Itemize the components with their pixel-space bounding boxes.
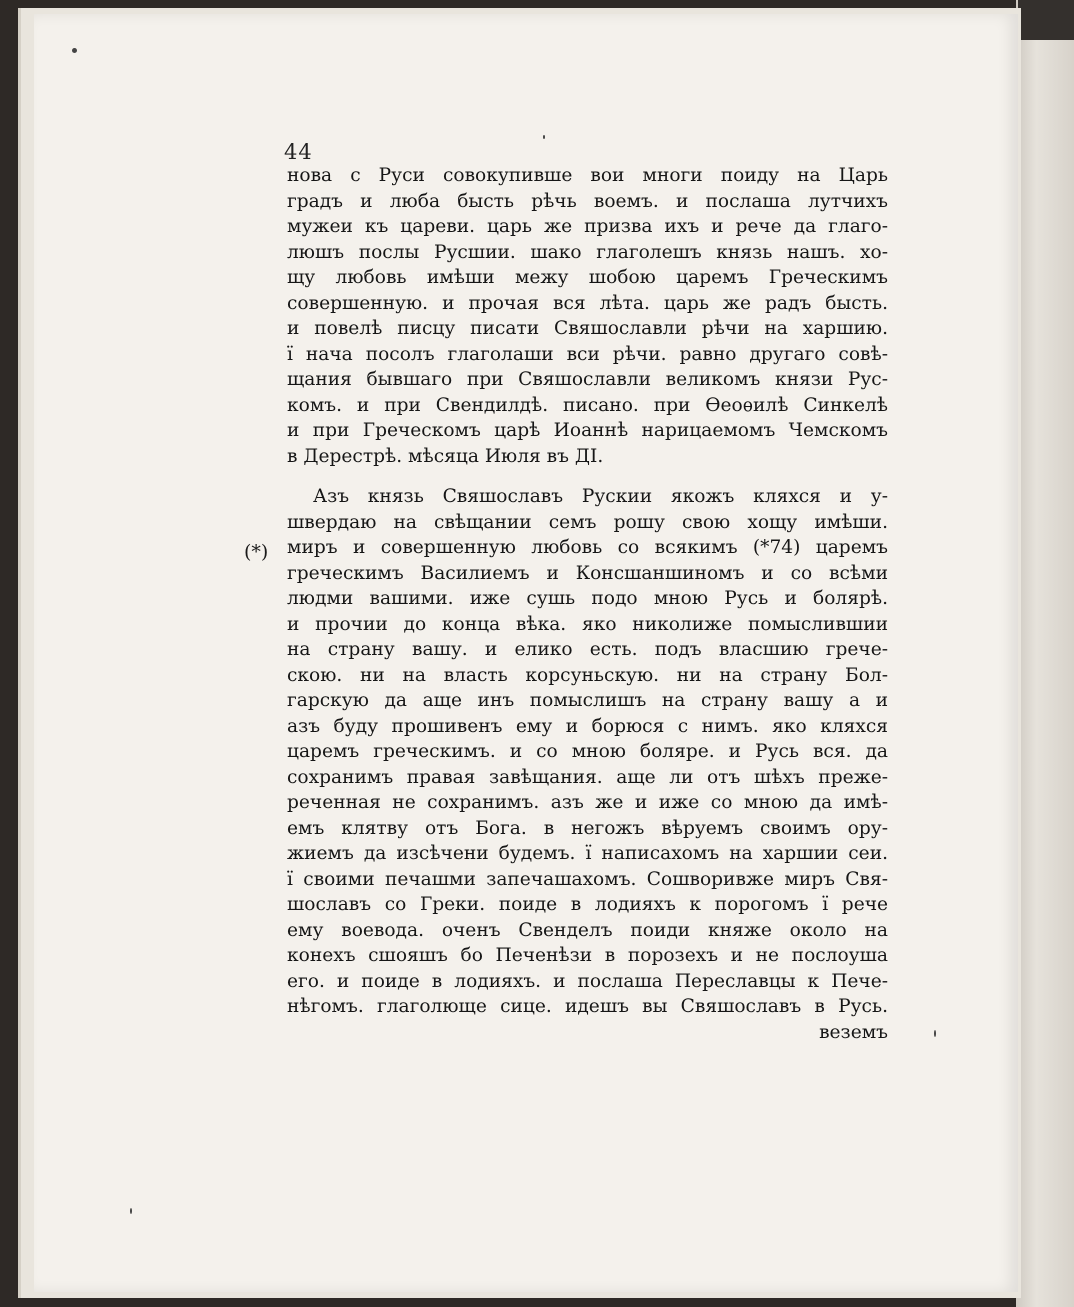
text-line: комъ. и при Свендилдѣ. писано. при Ѳеоѳилѣ Синкелѣ [287, 394, 888, 416]
text-line: его. и поиде в лодияхъ. и послаша Переславцы к Пече- [287, 970, 888, 992]
text-line: совершенную. и прочая вся лѣта. царь же радъ бысть. [287, 292, 888, 314]
text-line: ї нача посолъ глаголаши вси рѣчи. равно другаго совѣ- [287, 343, 888, 365]
ink-speck [543, 135, 545, 139]
text-line: реченная не сохранимъ. азъ же и иже со мною да имѣ- [287, 792, 888, 813]
text-line: азъ буду прошивенъ ему и борюся с нимъ. яко кляхся [287, 715, 888, 737]
text-line: и повелѣ писцу писати Свяшославли рѣчи на харшию. [287, 318, 888, 339]
text-line: людми вашими. иже сушь подо мною Русь и болярѣ. [287, 588, 888, 609]
text-line: жиемъ да изсѣчени будемъ. ї написахомъ на харшии сеи. [287, 843, 888, 864]
text-line: мужеи къ цареви. царь же призва ихъ и рече да глаго- [287, 216, 888, 237]
text-line: сохранимъ правая завѣщания. аще ли отъ шѣхъ преже- [287, 766, 888, 788]
text-line: емъ клятву отъ Бога. в негожъ вѣруемъ своимъ ору- [287, 817, 888, 839]
text-line: швердаю на свѣщании семъ рошу свою хощу имѣши. [287, 511, 888, 533]
text-line: миръ и совершенную любовь со всякимъ (*74) царемъ [287, 537, 888, 558]
ink-speck [130, 1208, 132, 1214]
text-line: в Дерестрѣ. мѣсяца Июля въ ДІ. [287, 445, 604, 467]
text-line: нова с Руси совокупивше вои многи поиду на Царь [287, 165, 888, 186]
text-line: и при Греческомъ царѣ Иоаннѣ нарицаемомъ Чемскомъ [287, 420, 888, 441]
text-line: Азъ князь Свяшославъ Рускии якожъ кляхся и у- [313, 486, 888, 507]
text-line: на страну вашу. и елико есть. подъ власшию грече- [287, 639, 888, 660]
paragraph-gap [287, 469, 888, 484]
text-line: ему воевода. оченъ Свенделъ поиди княже около на [287, 919, 888, 941]
text-line: скою. ни на власть корсуньскую. ни на страну Бол- [287, 664, 888, 686]
page-number: 44 [284, 140, 313, 164]
text-line: щу любовь имѣши межу шобою царемъ Греческимъ [287, 267, 888, 288]
ink-speck [72, 48, 77, 53]
book-spine [1016, 0, 1074, 1307]
text-line: и прочии до конца вѣка. яко николиже помыслившии [287, 613, 888, 635]
text-line: нѣгомъ. глаголюще сице. идешъ вы Свяшославъ в Русь. [287, 996, 888, 1017]
text-line: градъ и люба бысть рѣчь воемъ. и послаша лутчихъ [287, 190, 888, 212]
text-line: шославъ со Греки. поиде в лодияхъ к порогомъ ї рече [287, 894, 888, 915]
text-line: люшъ послы Русшии. шако глаголешъ князь нашъ. хо- [287, 241, 888, 263]
ink-speck [934, 1030, 936, 1037]
catchword: веземъ [819, 1021, 888, 1043]
text-line: греческимъ Василиемъ и Консшаншиномъ и со всѣми [287, 562, 888, 584]
text-line: гарскую да аще инъ помыслишъ на страну вашу а и [287, 690, 888, 711]
body-text [287, 163, 888, 1045]
text-line: ї своими печашми запечашахомъ. Сошворивже миръ Свя- [287, 868, 888, 890]
text-line: щания бывшаго при Свяшославли великомъ князи Рус- [287, 369, 888, 390]
book-cover-corner [1018, 0, 1074, 40]
text-line: конехъ сшояшъ бо Печенѣзи в порозехъ и не послоуша [287, 945, 888, 966]
text-line: царемъ греческимъ. и со мною боляре. и Русь вся. да [287, 741, 888, 762]
margin-footnote-marker: (*) [244, 541, 269, 563]
